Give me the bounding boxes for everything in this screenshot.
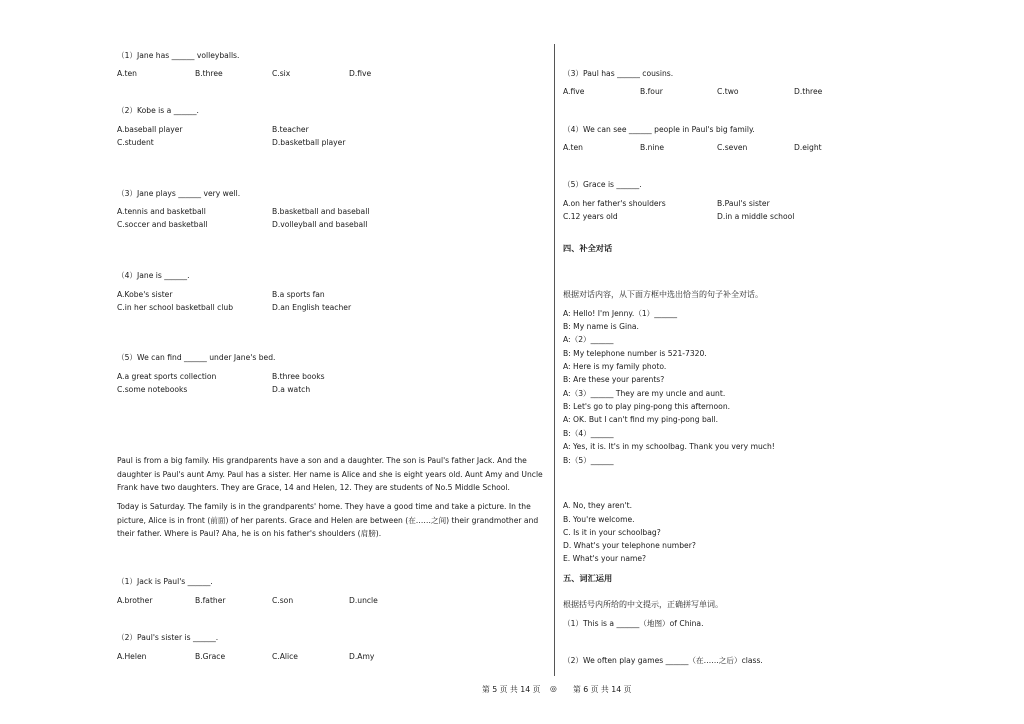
- question-stem: （4）We can see ______ people in Paul's big family.: [563, 125, 755, 134]
- choice-item: E. What's your name?: [563, 554, 647, 563]
- column-divider: [554, 44, 555, 676]
- option-d: D.five: [349, 69, 372, 78]
- option-c: C.student: [117, 138, 154, 147]
- option-c: C.12 years old: [563, 212, 618, 221]
- dialogue-line: A: Yes, it is. It's in my schoolbag. Thank you very much!: [563, 442, 775, 451]
- option-b: B.three books: [272, 372, 325, 381]
- choice-item: A. No, they aren't.: [563, 501, 632, 510]
- dialogue-line: A:（3）______ They are my uncle and aunt.: [563, 389, 726, 398]
- reading-passage-p2: Today is Saturday. The family is in the grandparents' home. They have a good time and take a picture. In the picture, Alice is in front (前面) of her parents. Grace and Helen are between (在……之间) their grandmother and their father. Where is Paul? Aha, he is on his father's shoulders (肩膀).: [117, 502, 539, 538]
- option-d: D.Amy: [349, 652, 375, 661]
- option-a: A.baseball player: [117, 125, 183, 134]
- dialogue-line: B: Let's go to play ping-pong this afternoon.: [563, 402, 731, 411]
- option-c: C.seven: [717, 143, 748, 152]
- dialogue-line: A: Here is my family photo.: [563, 362, 667, 371]
- option-d: D.basketball player: [272, 138, 346, 147]
- question-stem: （1）Jane has ______ volleyballs.: [117, 51, 240, 60]
- reading-passage-p1: Paul is from a big family. His grandparents have a son and a daughter. The son is Paul's father Jack. And the daughter is Paul's aunt Amy. Paul has a sister. Her name is Alice and she is eight years old. Aunt Amy and Uncle Frank have two daughters. They are Grace, 14 and Helen, 12. They are students of No.5 Middle School.: [117, 456, 543, 492]
- section-instruction: 根据括号内所给的中文提示，正确拼写单词。: [563, 600, 723, 609]
- option-c: C.soccer and basketball: [117, 220, 208, 229]
- option-d: D.three: [794, 87, 823, 96]
- option-b: B.Paul's sister: [717, 199, 770, 208]
- question-stem: （1）Jack is Paul's ______.: [117, 577, 213, 586]
- option-d: D.uncle: [349, 596, 378, 605]
- option-b: B.Grace: [195, 652, 226, 661]
- option-a: A.brother: [117, 596, 153, 605]
- option-b: B.nine: [640, 143, 665, 152]
- option-d: D.eight: [794, 143, 822, 152]
- option-a: A.on her father's shoulders: [563, 199, 666, 208]
- choice-item: D. What's your telephone number?: [563, 541, 696, 550]
- option-a: A.Kobe's sister: [117, 290, 173, 299]
- option-a: A.ten: [117, 69, 137, 78]
- option-d: D.a watch: [272, 385, 311, 394]
- option-d: D.volleyball and baseball: [272, 220, 368, 229]
- question-stem: （5）We can find ______ under Jane's bed.: [117, 353, 276, 362]
- dialogue-line: B:（5）______: [563, 456, 614, 465]
- question-stem: （3）Jane plays ______ very well.: [117, 189, 241, 198]
- option-a: A.tennis and basketball: [117, 207, 206, 216]
- question-stem: （2）Kobe is a ______.: [117, 106, 199, 115]
- option-c: C.two: [717, 87, 739, 96]
- question-stem: （2）Paul's sister is ______.: [117, 633, 219, 642]
- option-b: B.basketball and baseball: [272, 207, 370, 216]
- option-c: C.in her school basketball club: [117, 303, 234, 312]
- dialogue-line: B:（4）______: [563, 429, 614, 438]
- option-c: C.six: [272, 69, 291, 78]
- page-mark-icon: ◎: [550, 684, 557, 693]
- dialogue-line: B: My telephone number is 521-7320.: [563, 349, 707, 358]
- choice-item: B. You're welcome.: [563, 515, 635, 524]
- option-b: B.teacher: [272, 125, 309, 134]
- option-b: B.a sports fan: [272, 290, 325, 299]
- choice-item: C. Is it in your schoolbag?: [563, 528, 661, 537]
- question-stem: （5）Grace is ______.: [563, 180, 642, 189]
- question-stem: （3）Paul has ______ cousins.: [563, 69, 674, 78]
- option-b: B.three: [195, 69, 223, 78]
- option-d: D.in a middle school: [717, 212, 795, 221]
- option-b: B.four: [640, 87, 663, 96]
- option-d: D.an English teacher: [272, 303, 352, 312]
- option-c: C.some notebooks: [117, 385, 188, 394]
- option-a: A.a great sports collection: [117, 372, 217, 381]
- option-a: A.ten: [563, 143, 583, 152]
- section-instruction: 根据对话内容，从下面方框中选出恰当的句子补全对话。: [563, 290, 763, 299]
- option-a: A.five: [563, 87, 585, 96]
- dialogue-line: A:（2）______: [563, 335, 614, 344]
- dialogue-line: B: Are these your parents?: [563, 375, 665, 384]
- dialogue-line: B: My name is Gina.: [563, 322, 639, 331]
- vocab-question: （2）We often play games ______（在……之后）class.: [563, 656, 763, 665]
- option-a: A.Helen: [117, 652, 147, 661]
- page-number-right: 第 6 页 共 14 页: [573, 685, 632, 694]
- section-title: 五、词汇运用: [563, 573, 613, 583]
- option-c: C.son: [272, 596, 294, 605]
- option-c: C.Alice: [272, 652, 298, 661]
- page-number-left: 第 5 页 共 14 页: [482, 685, 541, 694]
- section-title: 四、补全对话: [563, 243, 613, 253]
- dialogue-line: A: OK. But I can't find my ping-pong ball.: [563, 415, 719, 424]
- option-b: B.father: [195, 596, 226, 605]
- question-stem: （4）Jane is ______.: [117, 271, 190, 280]
- vocab-question: （1）This is a ______（地图）of China.: [563, 619, 704, 628]
- dialogue-line: A: Hello! I'm Jenny.（1）______: [563, 309, 678, 318]
